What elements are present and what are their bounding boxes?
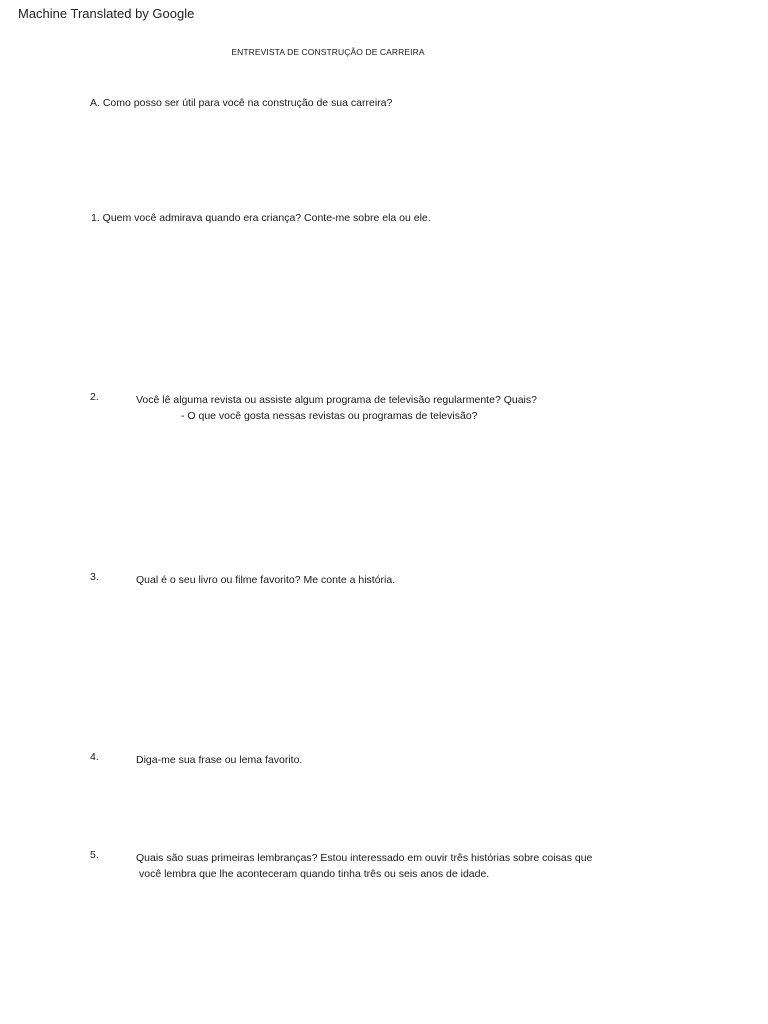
machine-translation-banner: Machine Translated by Google — [18, 6, 195, 21]
question-2-number: 2. — [90, 391, 99, 403]
document-title: ENTREVISTA DE CONSTRUÇÃO DE CARREIRA — [231, 47, 425, 57]
question-5-number: 5. — [90, 849, 99, 861]
question-4-line1: Diga-me sua frase ou lema favorito. — [136, 754, 303, 766]
question-2-line1: Você lê alguma revista ou assiste algum programa de televisão regularmente? Quais? — [136, 394, 537, 406]
question-5-line1: Quais são suas primeiras lembranças? Estou interessado em ouvir três histórias sobre coisas que — [136, 852, 593, 864]
question-4-number: 4. — [90, 751, 99, 763]
question-2-line2: - O que você gosta nessas revistas ou programas de televisão? — [181, 410, 478, 422]
question-3-line1: Qual é o seu livro ou filme favorito? Me conte a história. — [136, 574, 396, 586]
question-1: 1. Quem você admirava quando era criança? Conte-me sobre ela ou ele. — [91, 212, 431, 224]
question-a: A. Como posso ser útil para você na construção de sua carreira? — [90, 97, 393, 109]
question-3-number: 3. — [90, 571, 99, 583]
question-5-line2: você lembra que lhe aconteceram quando tinha três ou seis anos de idade. — [139, 868, 490, 880]
